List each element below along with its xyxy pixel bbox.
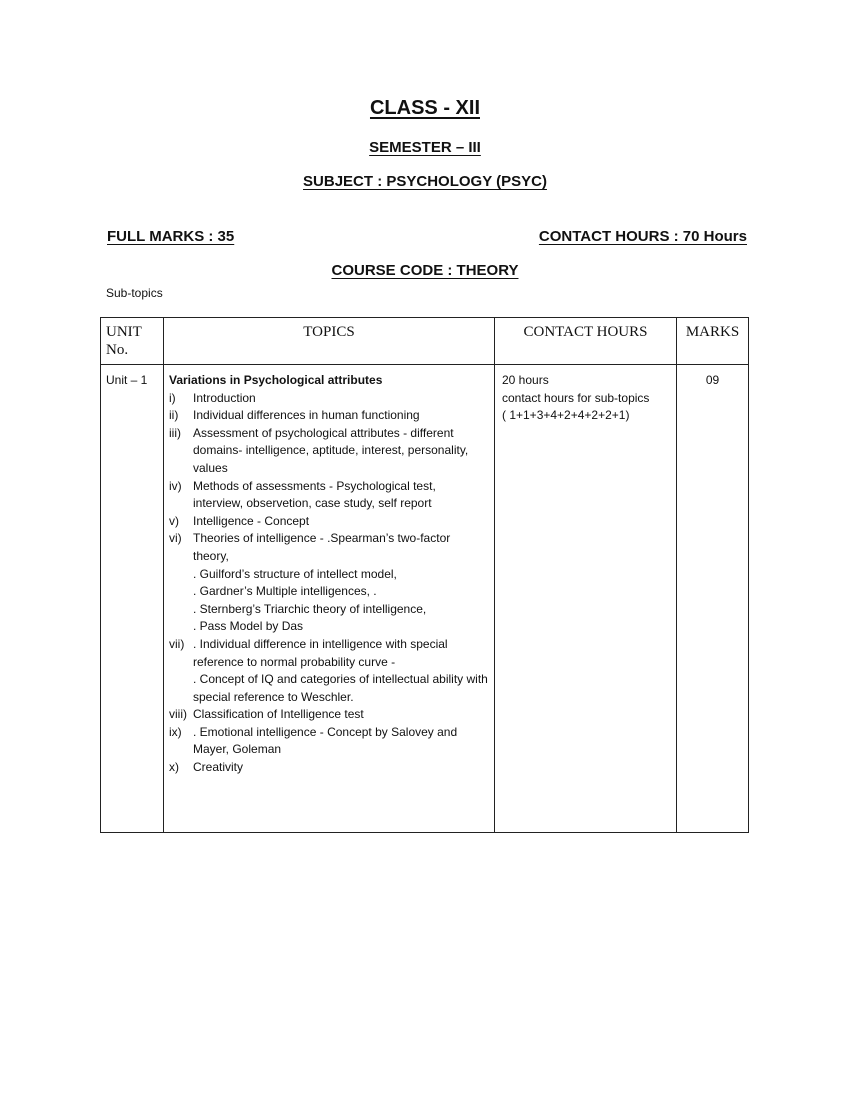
marks-cell: 09 [677, 365, 749, 833]
subtopics-label: Sub-topics [106, 286, 163, 300]
item-text: Creativity [193, 760, 244, 775]
header-marks: MARKS [677, 318, 749, 365]
item-number: iv) [169, 478, 182, 493]
header-topics: TOPICS [164, 318, 495, 365]
list-item [169, 530, 488, 565]
item-text: . Individual difference in intelligence with special reference to normal probability curve - [193, 636, 448, 669]
semester-title: SEMESTER – III [369, 139, 481, 156]
header-unit: UNIT No. [101, 318, 164, 365]
course-code: COURSE CODE : THEORY [331, 262, 519, 279]
item-text: Assessment of psychological attributes - different domains- intelligence, aptitude, interest, personality, values [193, 425, 469, 475]
item-text: Intelligence - Concept [193, 513, 310, 528]
list-item [169, 724, 488, 759]
item-number: iii) [169, 425, 181, 440]
item-text: Methods of assessments - Psychological test, interview, observetion, case study, self report [193, 478, 436, 511]
item-number: viii) [169, 707, 187, 722]
list-item [169, 425, 488, 478]
item-number: vii) [169, 636, 185, 651]
list-item [169, 759, 488, 777]
item-text: Introduction [193, 390, 256, 405]
contact-hours: CONTACT HOURS : 70 Hours [538, 228, 747, 245]
sub-item: . Guilford’s structure of intellect model, [193, 566, 397, 581]
full-marks: FULL MARKS : 35 [107, 228, 235, 245]
list-item [169, 407, 488, 425]
item-text: Theories of intelligence - .Spearman’s two-factor theory, [193, 531, 451, 563]
item-number: vi) [169, 531, 182, 546]
sub-item: . Gardner’s Multiple intelligences, . [193, 584, 377, 599]
table-header-row [101, 318, 749, 365]
hours-subtopics-label: contact hours for sub-topics [502, 390, 650, 405]
list-item [169, 478, 488, 513]
item-text: Classification of Intelligence test [193, 707, 364, 722]
list-item [169, 390, 488, 408]
list-item [169, 513, 488, 531]
list-item [169, 636, 488, 671]
header-contact-hours: CONTACT HOURS [495, 318, 677, 365]
unit-cell: Unit – 1 [101, 365, 164, 833]
topics-cell [164, 365, 495, 833]
hours-total: 20 hours [502, 373, 549, 387]
hours-cell [495, 365, 677, 833]
item-number: x) [169, 760, 179, 775]
hours-breakdown: ( 1+1+3+4+2+4+2+2+1) [502, 408, 630, 423]
sub-item: . Sternberg’s Triarchic theory of intelligence, [193, 601, 427, 616]
item-text: Individual differences in human functioning [193, 408, 420, 423]
table-row [101, 365, 749, 833]
sub-item: . Concept of IQ and categories of intellectual ability with special reference to Weschler. [193, 672, 488, 704]
list-item [169, 706, 488, 724]
subject-title: SUBJECT : PSYCHOLOGY (PSYC) [303, 173, 547, 190]
item-number: ix) [169, 724, 182, 739]
sub-item: . Pass Model by Das [193, 619, 304, 634]
item-number: ii) [169, 408, 179, 423]
syllabus-table [100, 317, 749, 833]
item-number: v) [169, 513, 179, 528]
class-title: CLASS - XII [369, 97, 480, 119]
item-text: . Emotional intelligence - Concept by Salovey and Mayer, Goleman [193, 724, 458, 757]
topic-heading: Variations in Psychological attributes [169, 373, 383, 387]
item-number: i) [169, 390, 176, 405]
